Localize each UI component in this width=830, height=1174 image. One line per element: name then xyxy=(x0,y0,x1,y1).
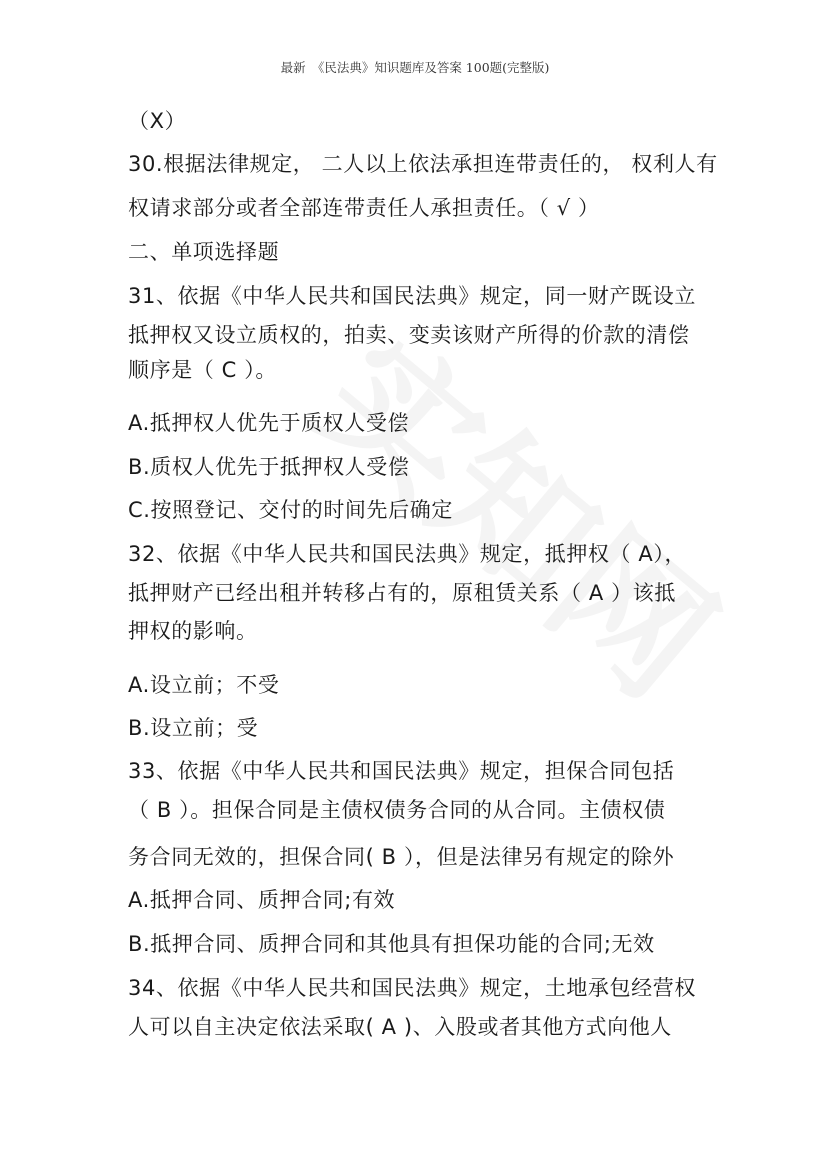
question-31-line-2: 抵押权又设立质权的，拍卖、变卖该财产所得的价款的清偿 xyxy=(128,323,690,347)
question-30-line-2: 权请求部分或者全部连带责任人承担责任。（ √ ） xyxy=(128,196,600,220)
question-31-option-c: C.按照登记、交付的时间先后确定 xyxy=(128,498,453,522)
question-34-line-2: 人可以自主决定依法采取( A )、入股或者其他方式向他人 xyxy=(128,1015,672,1039)
question-33-line-1: 33、依据《中华人民共和国民法典》规定，担保合同包括 xyxy=(128,759,675,783)
question-31-option-a: A.抵押权人优先于质权人受偿 xyxy=(128,411,410,435)
question-32-option-b: B.设立前；受 xyxy=(128,716,259,740)
section-heading: 二、单项选择题 xyxy=(128,240,280,264)
question-32-option-a: A.设立前；不受 xyxy=(128,673,280,697)
question-33-line-2: （ B ）。担保合同是主债权债务合同的从合同。主债权债 xyxy=(128,798,666,822)
question-33-line-3: 务合同无效的，担保合同( B ），但是法律另有规定的除外 xyxy=(128,845,675,869)
question-33-option-b: B.抵押合同、质押合同和其他具有担保功能的合同;无效 xyxy=(128,932,655,956)
page-header: 最新 《民法典》知识题库及答案 100题(完整版) xyxy=(280,60,550,75)
question-34-line-1: 34、依据《中华人民共和国民法典》规定，土地承包经营权 xyxy=(128,976,696,1000)
question-32-line-2: 抵押财产已经出租并转移占有的，原租赁关系（ A ）该抵 xyxy=(128,581,676,605)
answer-x-line: （X） xyxy=(128,109,187,133)
question-32-line-1: 32、依据《中华人民共和国民法典》规定，抵押权（ A）， xyxy=(128,542,687,566)
question-33-option-a: A.抵押合同、质押合同;有效 xyxy=(128,888,396,912)
question-31-option-b: B.质权人优先于抵押权人受偿 xyxy=(128,455,410,479)
question-32-line-3: 押权的影响。 xyxy=(128,619,258,643)
question-30-line-1: 30.根据法律规定， 二人以上依法承担连带责任的， 权利人有 xyxy=(128,152,718,176)
question-31-line-1: 31、依据《中华人民共和国民法典》规定，同一财产既设立 xyxy=(128,284,696,308)
question-31-line-3: 顺序是（ C ）。 xyxy=(128,358,277,382)
